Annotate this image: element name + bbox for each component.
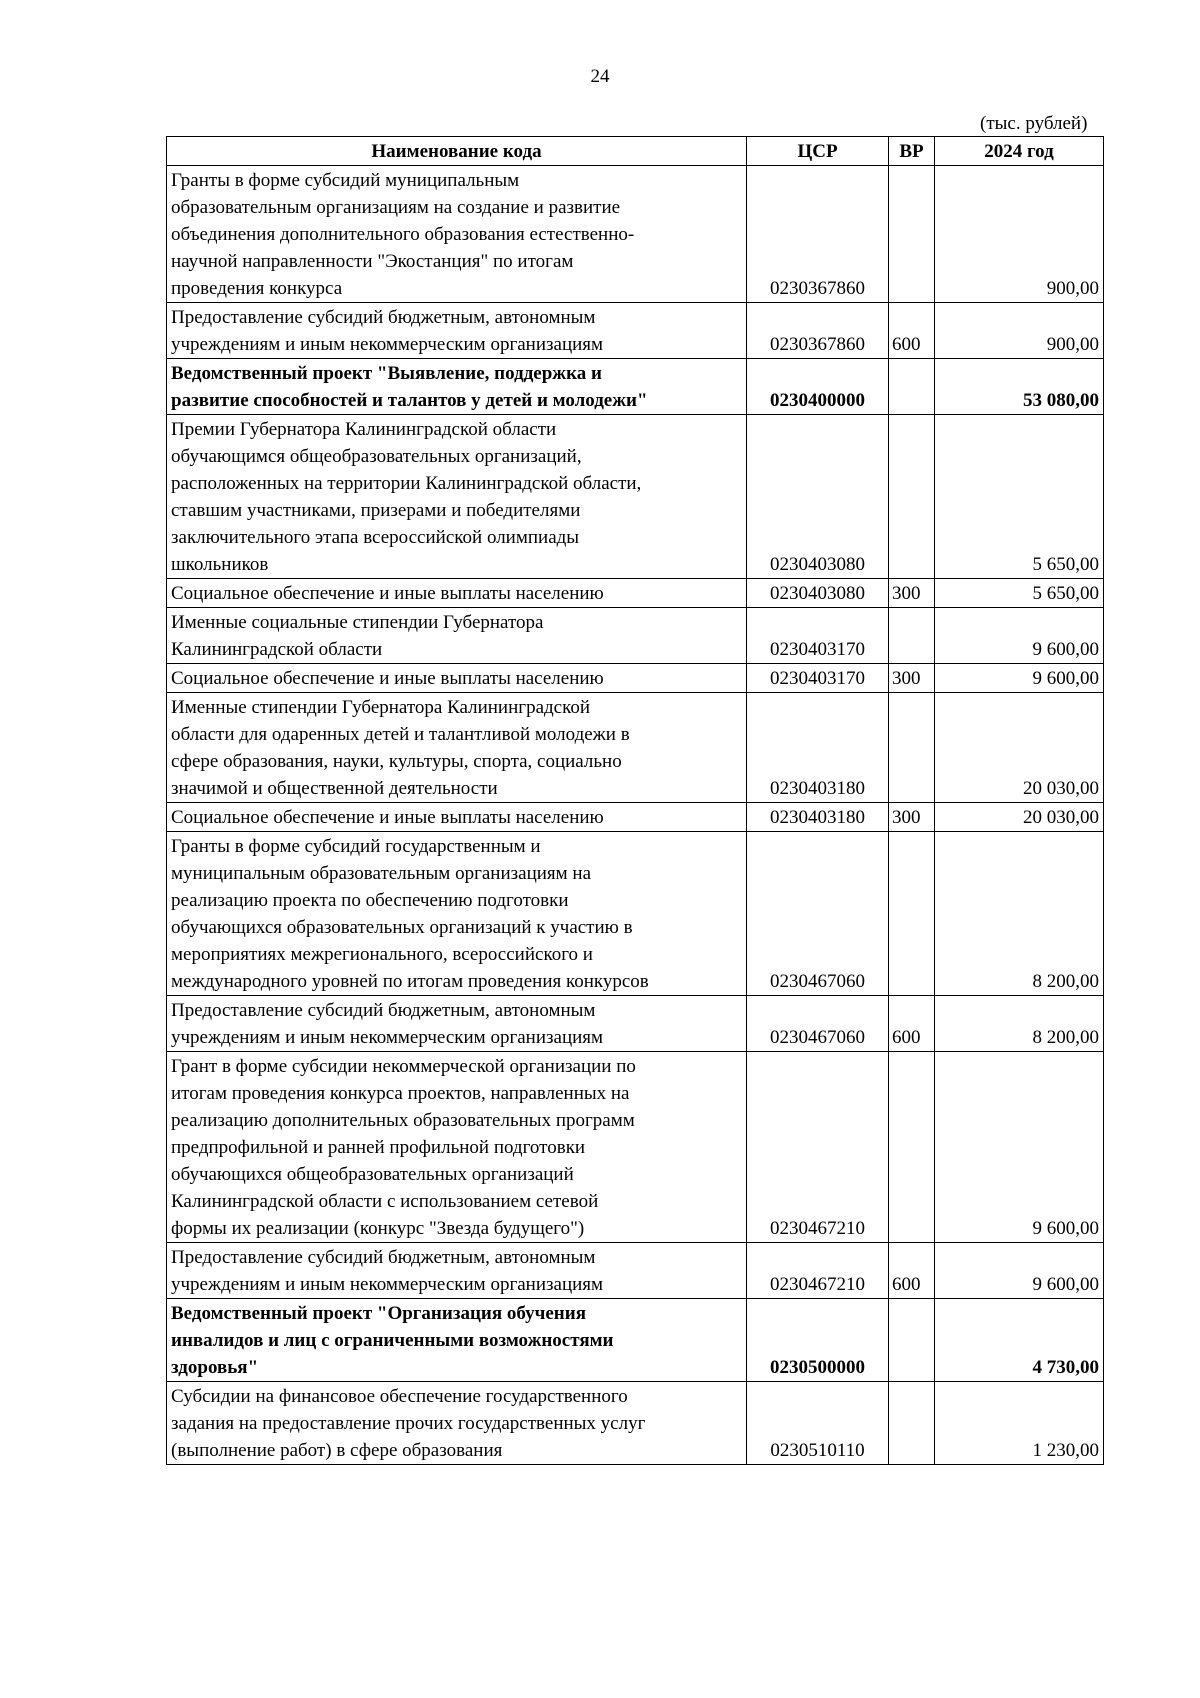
- row-name-line: здоровья": [171, 1357, 259, 1378]
- row-name-line: образовательным организациям на создание и развитие: [171, 197, 621, 218]
- table-row: [167, 359, 1104, 415]
- row-name: [167, 579, 747, 608]
- row-name-line: Социальное обеспечение и иные выплаты населению: [171, 583, 604, 604]
- row-name-line: школьников: [171, 554, 269, 575]
- row-name: [167, 803, 747, 832]
- row-vr: 300: [889, 579, 935, 608]
- row-name-line: Калининградской области с использованием сетевой: [171, 1191, 599, 1212]
- row-name-line: учреждениям и иным некоммерческим организациям: [171, 1274, 604, 1295]
- row-amount: 5 650,00: [935, 579, 1104, 608]
- row-csr: 0230403080: [747, 415, 889, 579]
- row-name: [167, 166, 747, 303]
- row-name-line: формы их реализации (конкурс "Звезда будущего"): [171, 1218, 585, 1239]
- row-amount: 5 650,00: [935, 415, 1104, 579]
- row-name-line: реализацию дополнительных образовательных программ: [171, 1110, 635, 1131]
- table-body: [167, 166, 1104, 1465]
- page-number: 24: [590, 66, 610, 87]
- row-csr: 0230403180: [747, 693, 889, 803]
- row-csr: 0230467210: [747, 1243, 889, 1299]
- row-vr: [889, 832, 935, 996]
- row-name-line: Премии Губернатора Калининградской области: [171, 419, 557, 440]
- row-csr: 0230367860: [747, 303, 889, 359]
- row-csr: 0230403170: [747, 664, 889, 693]
- table-row: [167, 1243, 1104, 1299]
- row-name-line: Ведомственный проект "Выявление, поддержка и: [171, 363, 602, 384]
- row-amount: 8 200,00: [935, 996, 1104, 1052]
- row-name: [167, 1382, 747, 1465]
- row-name: [167, 693, 747, 803]
- row-name: [167, 1052, 747, 1243]
- row-name-line: задания на предоставление прочих государственных услуг: [171, 1413, 646, 1434]
- row-vr: 300: [889, 664, 935, 693]
- row-amount: 900,00: [935, 303, 1104, 359]
- table-row: [167, 579, 1104, 608]
- row-name: [167, 996, 747, 1052]
- row-name-line: сфере образования, науки, культуры, спорта, социально: [171, 751, 622, 772]
- row-name-line: муниципальным образовательным организациям на: [171, 863, 592, 884]
- row-vr: [889, 608, 935, 664]
- row-amount: 9 600,00: [935, 1052, 1104, 1243]
- row-csr: 0230403170: [747, 608, 889, 664]
- row-name-line: Калининградской области: [171, 639, 383, 660]
- table-row: [167, 803, 1104, 832]
- row-amount: 900,00: [935, 166, 1104, 303]
- row-csr: 0230467210: [747, 1052, 889, 1243]
- row-vr: [889, 166, 935, 303]
- budget-table: [166, 136, 1104, 1465]
- row-csr: 0230403180: [747, 803, 889, 832]
- row-name: [167, 608, 747, 664]
- row-name-line: значимой и общественной деятельности: [171, 778, 498, 799]
- row-name-line: проведения конкурса: [171, 278, 343, 299]
- row-name-line: развитие способностей и талантов у детей и молодежи": [171, 390, 648, 411]
- row-vr: [889, 1299, 935, 1382]
- table-row: [167, 1382, 1104, 1465]
- row-name-line: итогам проведения конкурса проектов, направленных на: [171, 1083, 630, 1104]
- row-amount: 4 730,00: [935, 1299, 1104, 1382]
- row-csr: 0230400000: [747, 359, 889, 415]
- units-note: (тыс. рублей): [980, 113, 1088, 134]
- row-amount: 1 230,00: [935, 1382, 1104, 1465]
- row-name-line: заключительного этапа всероссийской олимпиады: [171, 527, 580, 548]
- row-name-line: Социальное обеспечение и иные выплаты населению: [171, 807, 604, 828]
- row-name-line: Именные социальные стипендии Губернатора: [171, 612, 544, 633]
- row-name-line: научной направленности "Экостанция" по итогам: [171, 251, 574, 272]
- table-row: [167, 832, 1104, 996]
- row-amount: 20 030,00: [935, 803, 1104, 832]
- header-csr: ЦСР: [747, 137, 889, 166]
- row-name-line: Субсидии на финансовое обеспечение государственного: [171, 1386, 628, 1407]
- row-name-line: учреждениям и иным некоммерческим организациям: [171, 1027, 604, 1048]
- row-vr: 600: [889, 996, 935, 1052]
- table-row: [167, 1299, 1104, 1382]
- row-name-line: Предоставление субсидий бюджетным, автономным: [171, 1000, 596, 1021]
- row-name-line: обучающимся общеобразовательных организаций,: [171, 446, 582, 467]
- row-amount: 20 030,00: [935, 693, 1104, 803]
- row-name: [167, 303, 747, 359]
- row-amount: 9 600,00: [935, 608, 1104, 664]
- header-vr: ВР: [889, 137, 935, 166]
- table-row: [167, 166, 1104, 303]
- row-name-line: объединения дополнительного образования естественно-: [171, 224, 635, 245]
- row-amount: 8 200,00: [935, 832, 1104, 996]
- row-name-line: реализацию проекта по обеспечению подготовки: [171, 890, 569, 911]
- row-name: [167, 664, 747, 693]
- row-vr: 600: [889, 303, 935, 359]
- row-csr: 0230467060: [747, 832, 889, 996]
- row-amount: 9 600,00: [935, 1243, 1104, 1299]
- row-name-line: Ведомственный проект "Организация обучения: [171, 1303, 586, 1324]
- row-amount: 53 080,00: [935, 359, 1104, 415]
- row-name-line: расположенных на территории Калининградской области,: [171, 473, 642, 494]
- row-name-line: области для одаренных детей и талантливой молодежи в: [171, 724, 630, 745]
- row-name-line: предпрофильной и ранней профильной подготовки: [171, 1137, 586, 1158]
- row-vr: 600: [889, 1243, 935, 1299]
- row-csr: 0230403080: [747, 579, 889, 608]
- row-name: [167, 1243, 747, 1299]
- row-name-line: Именные стипендии Губернатора Калининградской: [171, 697, 591, 718]
- row-vr: [889, 1382, 935, 1465]
- row-name-line: обучающихся образовательных организаций к участию в: [171, 917, 633, 938]
- table-row: [167, 1052, 1104, 1243]
- row-name: [167, 415, 747, 579]
- row-name-line: мероприятиях межрегионального, всероссийского и: [171, 944, 593, 965]
- row-name-line: учреждениям и иным некоммерческим организациям: [171, 334, 604, 355]
- row-name-line: Социальное обеспечение и иные выплаты населению: [171, 668, 604, 689]
- row-name-line: Грант в форме субсидии некоммерческой организации по: [171, 1056, 636, 1077]
- row-name-line: Предоставление субсидий бюджетным, автономным: [171, 1247, 596, 1268]
- row-name-line: инвалидов и лиц с ограниченными возможностями: [171, 1330, 614, 1351]
- header-name: Наименование кода: [167, 137, 747, 166]
- row-amount: 9 600,00: [935, 664, 1104, 693]
- row-csr: 0230467060: [747, 996, 889, 1052]
- row-vr: 300: [889, 803, 935, 832]
- table-row: [167, 693, 1104, 803]
- row-vr: [889, 415, 935, 579]
- row-vr: [889, 359, 935, 415]
- row-name: [167, 359, 747, 415]
- row-name-line: Гранты в форме субсидий государственным и: [171, 836, 541, 857]
- row-name: [167, 1299, 747, 1382]
- row-name-line: обучающихся общеобразовательных организаций: [171, 1164, 574, 1185]
- row-name: [167, 832, 747, 996]
- header-amount: 2024 год: [935, 137, 1104, 166]
- table-row: [167, 996, 1104, 1052]
- table-row: [167, 303, 1104, 359]
- row-vr: [889, 1052, 935, 1243]
- table-header-row: [167, 137, 1104, 166]
- row-name-line: международного уровней по итогам проведения конкурсов: [171, 971, 649, 992]
- row-vr: [889, 693, 935, 803]
- row-csr: 0230367860: [747, 166, 889, 303]
- table-row: [167, 664, 1104, 693]
- row-name-line: Гранты в форме субсидий муниципальным: [171, 170, 520, 191]
- row-name-line: Предоставление субсидий бюджетным, автономным: [171, 307, 596, 328]
- row-csr: 0230500000: [747, 1299, 889, 1382]
- table-row: [167, 415, 1104, 579]
- row-csr: 0230510110: [747, 1382, 889, 1465]
- table-row: [167, 608, 1104, 664]
- row-name-line: (выполнение работ) в сфере образования: [171, 1440, 503, 1461]
- row-name-line: ставшим участниками, призерами и победителями: [171, 500, 581, 521]
